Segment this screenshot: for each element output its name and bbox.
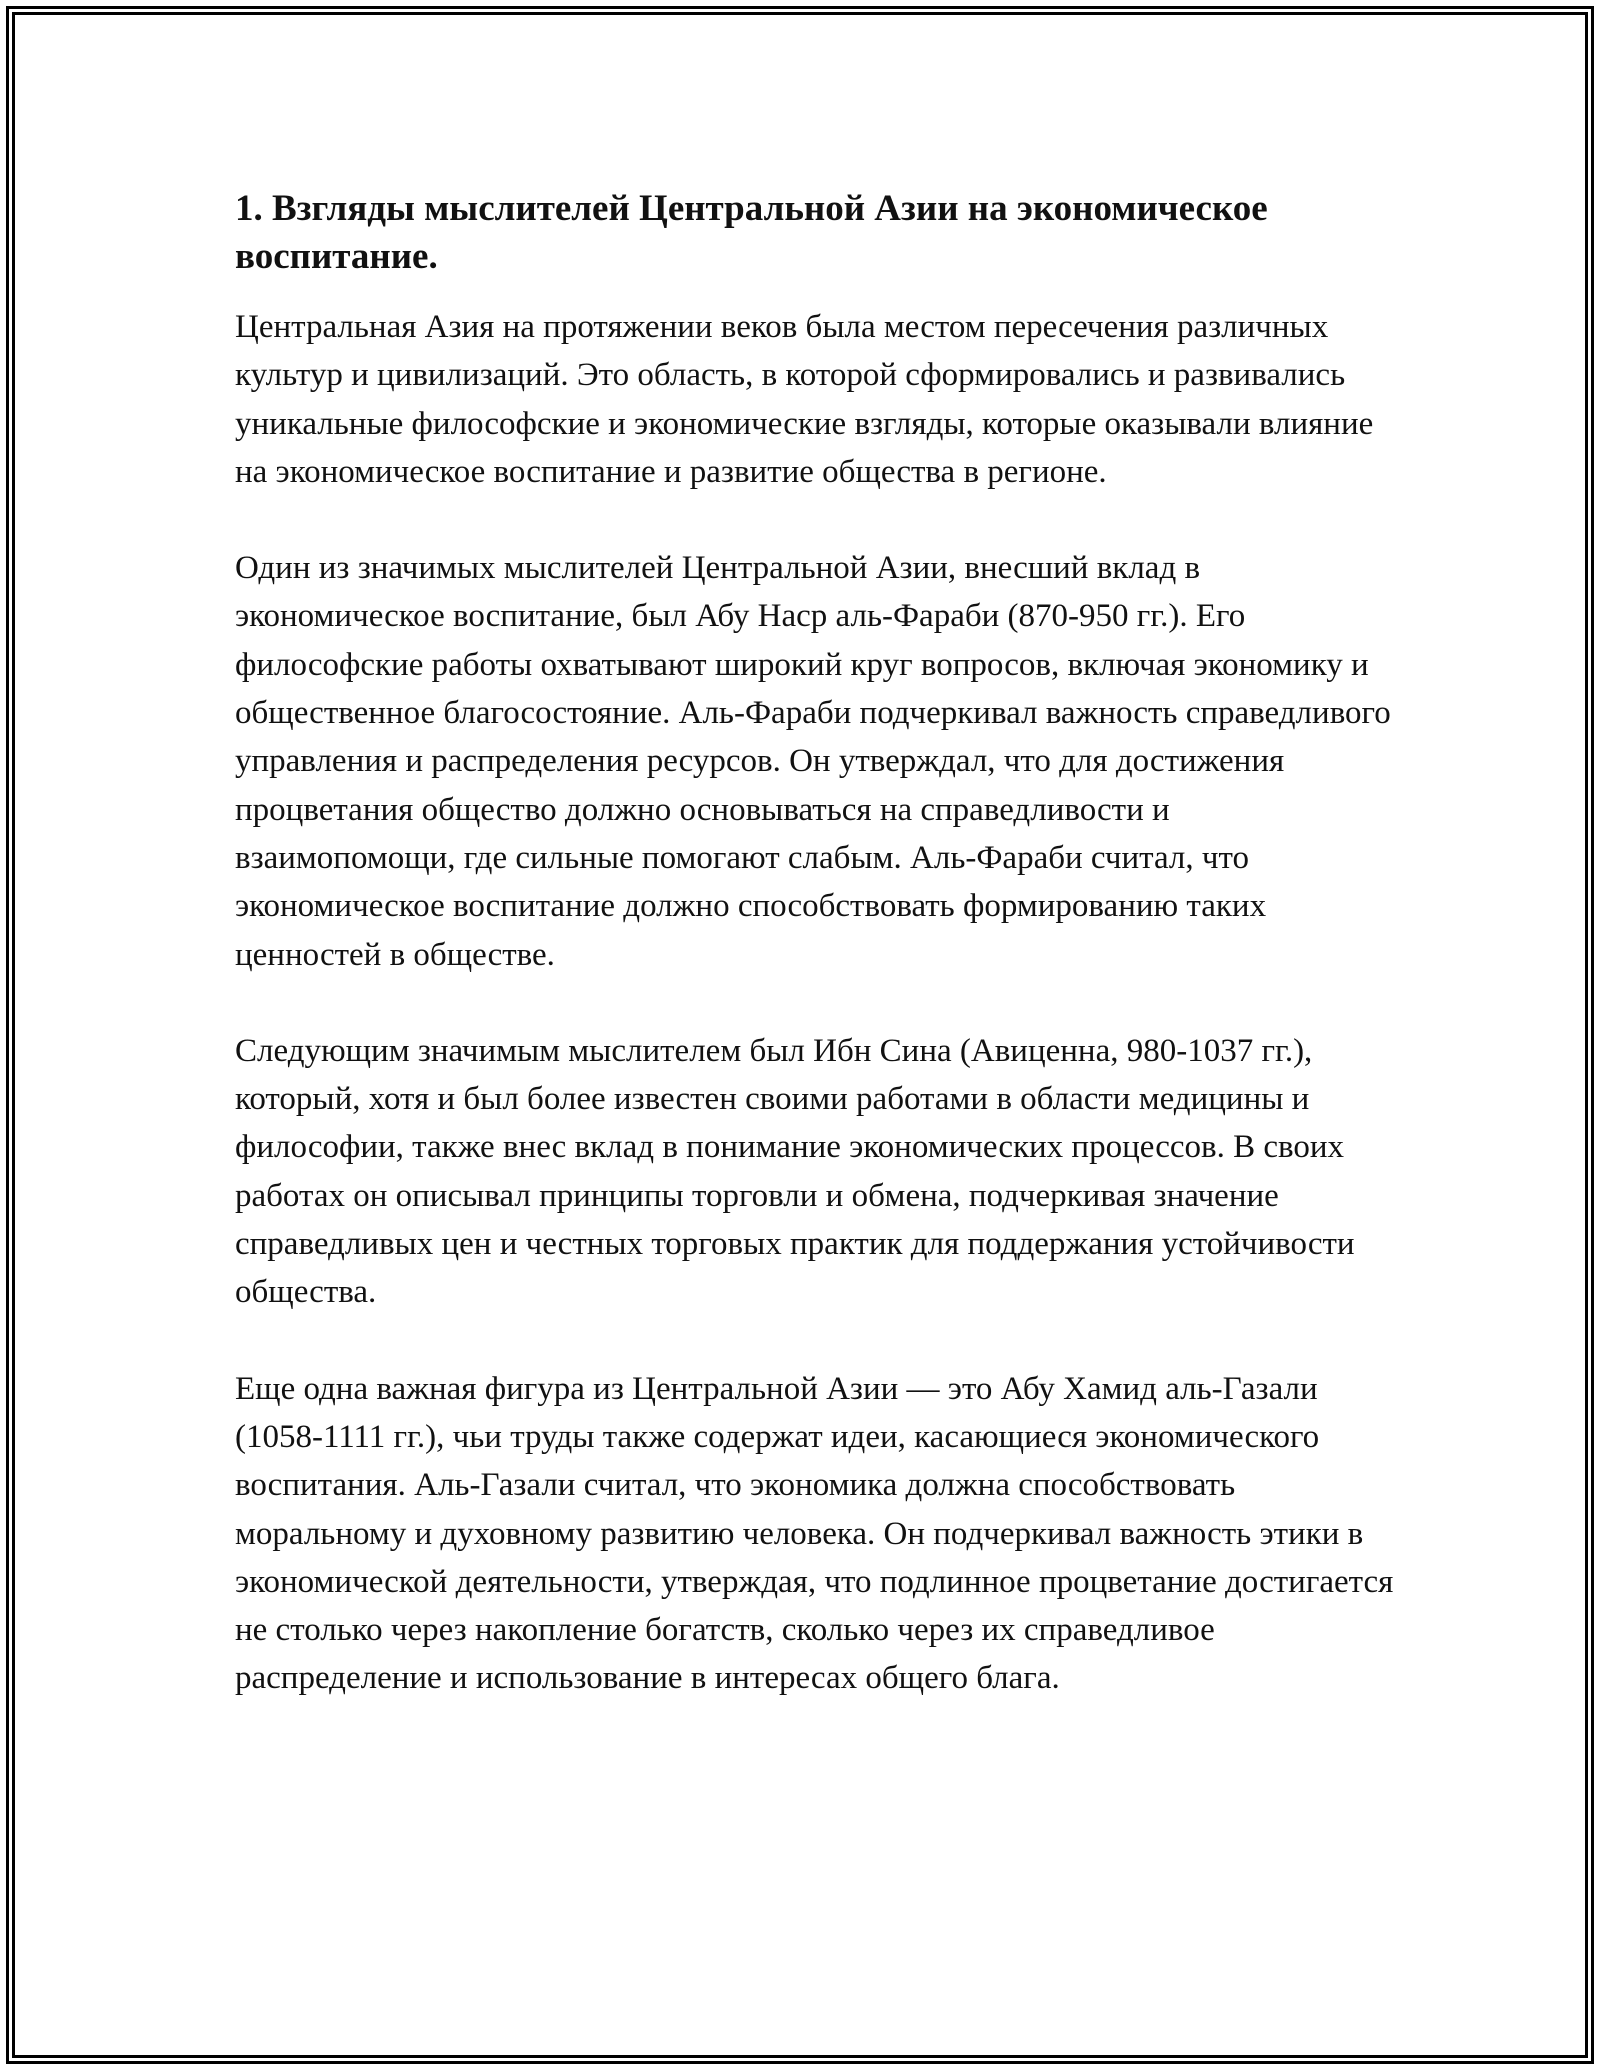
paragraph-al-ghazali: Еще одна важная фигура из Центральной Азии — это Абу Хамид аль-Газали (1058-1111 гг.), чьи труды также содержат идеи, касающиеся экономического воспитания. Аль-Газали считал, что экономика должна способствовать моральному и духовному развитию человека. Он подчеркивал важность этики в экономической деятельности, утверждая, что подлинное процветание достигается не столько через накопление богатств, сколько через их справедливое распределение и использование в интересах общего блага. — [235, 1370, 1394, 1697]
paragraph-al-farabi: Один из значимых мыслителей Центральной Азии, внесший вклад в экономическое воспитание, был Абу Наср аль-Фараби (870-950 гг.). Его философские работы охватывают широкий круг вопросов, включая экономику и общественное благосостояние. Аль-Фараби подчеркивал важность справедливого управления и распределения ресурсов. Он утверждал, что для достижения процветания общество должно основываться на справедливости и взаимопомощи, где сильные помогают слабым. Аль-Фараби считал, что экономическое воспитание должно способствовать формированию таких ценностей в обществе. — [235, 550, 1391, 973]
document-body — [235, 185, 1395, 1751]
paragraph-ibn-sina: Следующим значимым мыслителем был Ибн Сина (Авиценна, 980-1037 гг.), который, хотя и был более известен своими работами в области медицины и философии, также внес вклад в понимание экономических процессов. В своих работах он описывал принципы торговли и обмена, подчеркивая значение справедливых цен и честных торговых практик для поддержания устойчивости общества. — [235, 1032, 1355, 1311]
paragraph-intro: Центральная Азия на протяжении веков была местом пересечения различных культур и цивилизаций. Это область, в которой сформировались и развивались уникальные философские и экономические взгляды, которые оказывали влияние на экономическое воспитание и развитие общества в регионе. — [235, 309, 1374, 490]
section-heading: 1. Взгляды мыслителей Центральной Азии на экономическое воспитание. — [235, 188, 1268, 277]
